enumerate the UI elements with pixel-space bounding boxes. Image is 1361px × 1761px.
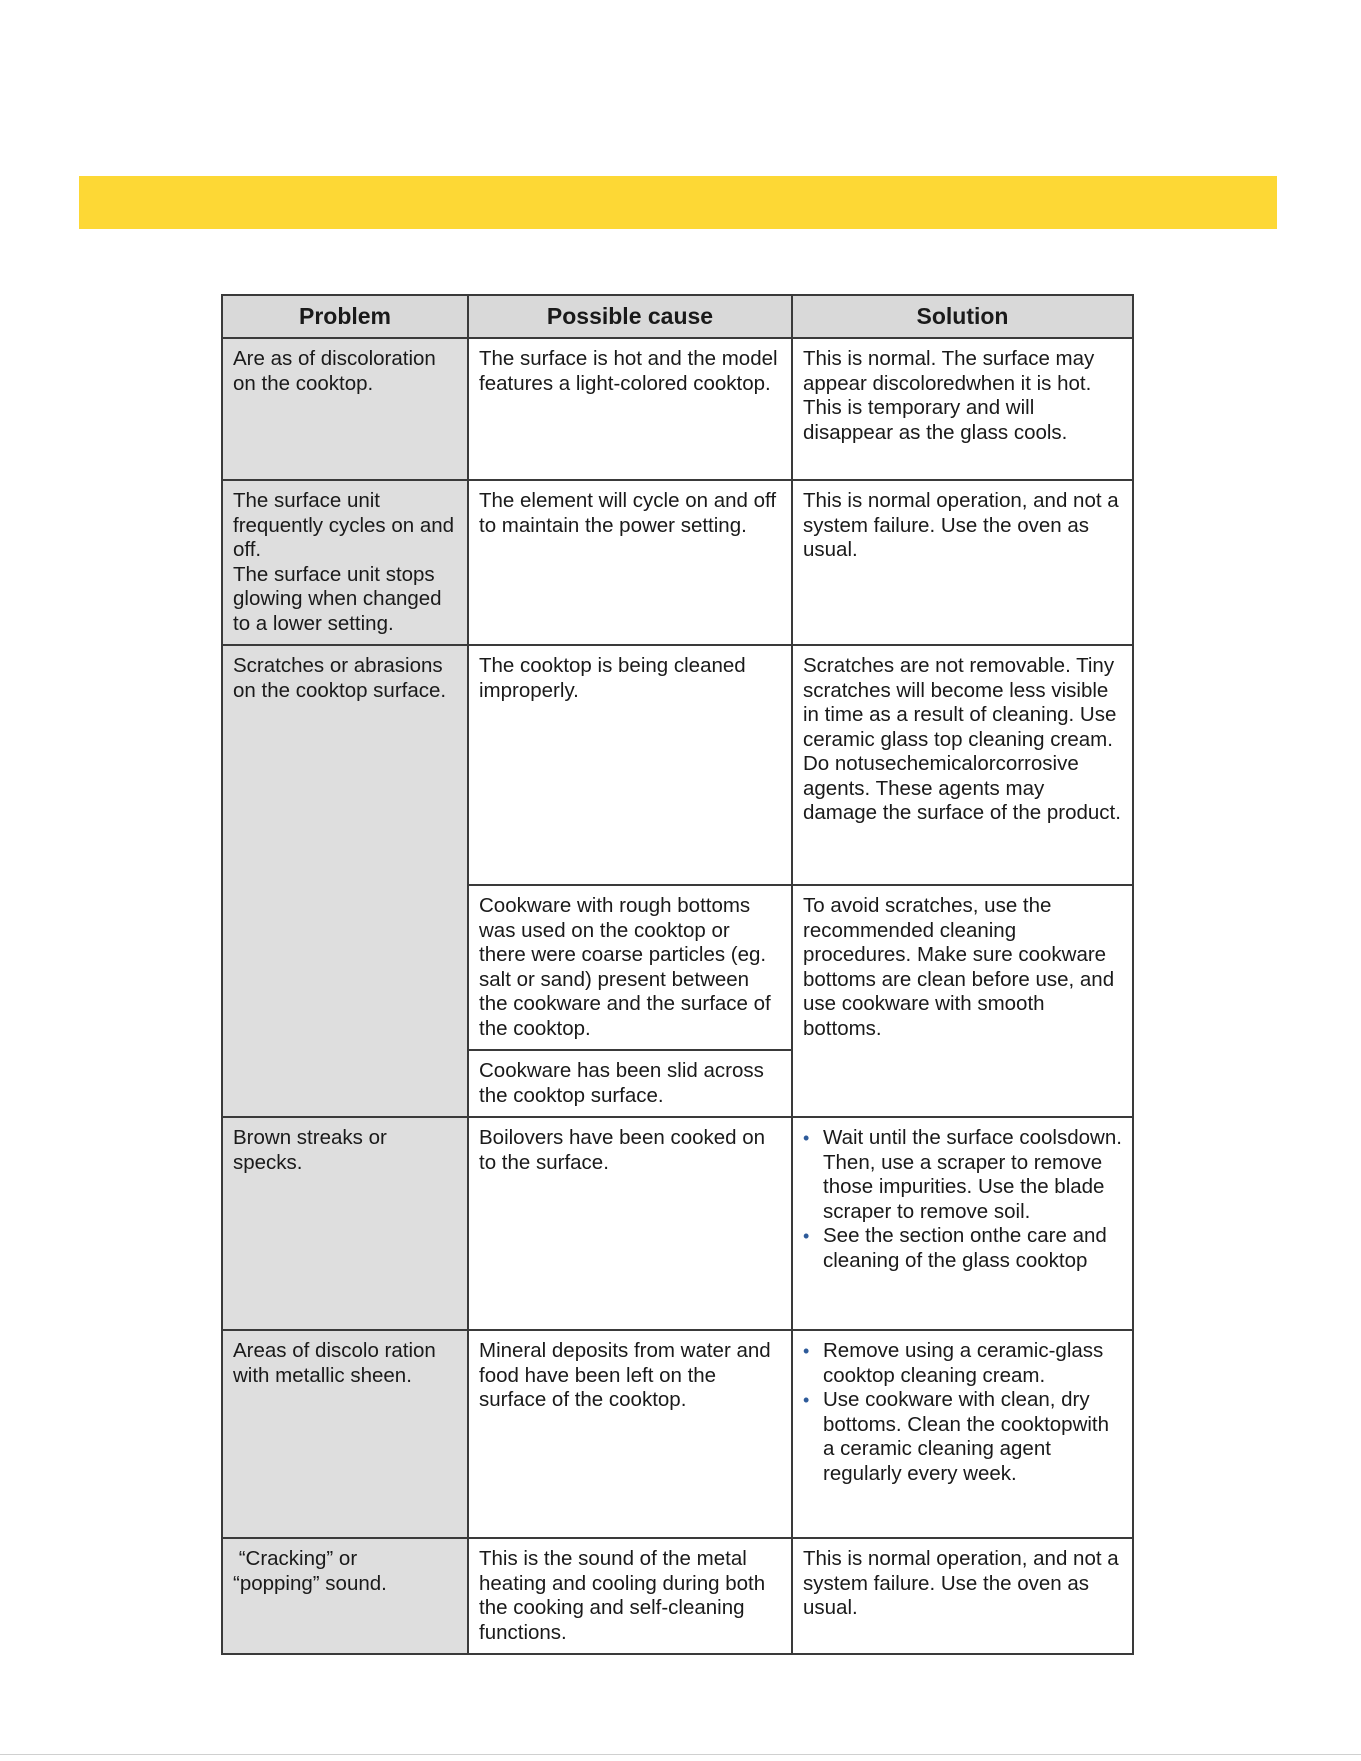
bullet-icon: • bbox=[803, 1226, 810, 1246]
solution-cell bbox=[792, 1330, 1133, 1538]
solution-cell: This is normal operation, and not a system failure. Use the oven as usual. bbox=[792, 1538, 1133, 1654]
table-row bbox=[222, 1117, 1133, 1330]
solution-cell: To avoid scratches, use the recommended cleaning procedures. Make sure cookware bottoms are clean before use, and use cookware with smooth bottoms. bbox=[792, 885, 1133, 1117]
cause-cell: The cooktop is being cleaned improperly. bbox=[468, 645, 792, 885]
table-row bbox=[222, 1538, 1133, 1654]
cause-cell: Cookware with rough bottoms was used on the cooktop or there were coarse particles (eg. salt or sand) present between the cookware and the surface of the cooktop. bbox=[468, 885, 792, 1050]
table-header-row bbox=[222, 295, 1133, 338]
problem-cell: “Cracking” or “popping” sound. bbox=[222, 1538, 468, 1654]
table-row bbox=[222, 645, 1133, 885]
cause-cell: The element will cycle on and off to maintain the power setting. bbox=[468, 480, 792, 645]
bullet-text: Remove using a ceramic-glass cooktop cleaning cream. bbox=[823, 1339, 1104, 1387]
solution-cell bbox=[792, 1117, 1133, 1330]
cause-cell: This is the sound of the metal heating and cooling during both the cooking and self-cleaning functions. bbox=[468, 1538, 792, 1654]
solution-cell: This is normal. The surface may appear discoloredwhen it is hot. This is temporary and will disappear as the glass cools. bbox=[792, 338, 1133, 480]
bullet-icon: • bbox=[803, 1390, 810, 1410]
page-bottom-rule bbox=[0, 1754, 1361, 1755]
list-item bbox=[803, 1388, 1122, 1486]
cause-cell: Cookware has been slid across the cooktop surface. bbox=[468, 1050, 792, 1117]
header-solution: Solution bbox=[792, 295, 1133, 338]
troubleshooting-table bbox=[221, 294, 1134, 1655]
bullet-text: Wait until the surface coolsdown. Then, use a scraper to remove those impurities. Use the blade scraper to remove soil. bbox=[823, 1126, 1122, 1223]
cause-cell: The surface is hot and the model features a light-colored cooktop. bbox=[468, 338, 792, 480]
bullet-icon: • bbox=[803, 1341, 810, 1361]
solution-cell: Scratches are not removable. Tiny scratches will become less visible in time as a result of cleaning. Use ceramic glass top cleaning cream. Do notusechemicalorcorrosive agents. These agents may damage the surface of the product. bbox=[792, 645, 1133, 885]
table-row bbox=[222, 1330, 1133, 1538]
header-problem: Problem bbox=[222, 295, 468, 338]
list-item bbox=[803, 1339, 1122, 1388]
bullet-text: See the section onthe care and cleaning of the glass cooktop bbox=[823, 1224, 1107, 1272]
table-row bbox=[222, 480, 1133, 645]
solution-bullet-list bbox=[803, 1126, 1122, 1273]
problem-cell: The surface unit frequently cycles on and off. The surface unit stops glowing when changed to a lower setting. bbox=[222, 480, 468, 645]
bullet-icon: • bbox=[803, 1128, 810, 1148]
cause-cell: Boilovers have been cooked on to the surface. bbox=[468, 1117, 792, 1330]
bullet-text: Use cookware with clean, dry bottoms. Clean the cooktopwith a ceramic cleaning agent regularly every week. bbox=[823, 1388, 1110, 1485]
section-header-band bbox=[79, 176, 1277, 229]
problem-cell: Are as of discoloration on the cooktop. bbox=[222, 338, 468, 480]
cause-cell: Mineral deposits from water and food have been left on the surface of the cooktop. bbox=[468, 1330, 792, 1538]
solution-cell: This is normal operation, and not a system failure. Use the oven as usual. bbox=[792, 480, 1133, 645]
problem-cell: Areas of discolo ration with metallic sheen. bbox=[222, 1330, 468, 1538]
problem-cell: Scratches or abrasions on the cooktop surface. bbox=[222, 645, 468, 1117]
header-possible-cause: Possible cause bbox=[468, 295, 792, 338]
list-item bbox=[803, 1224, 1122, 1273]
problem-cell: Brown streaks or specks. bbox=[222, 1117, 468, 1330]
table-row bbox=[222, 338, 1133, 480]
list-item bbox=[803, 1126, 1122, 1224]
solution-bullet-list bbox=[803, 1339, 1122, 1486]
